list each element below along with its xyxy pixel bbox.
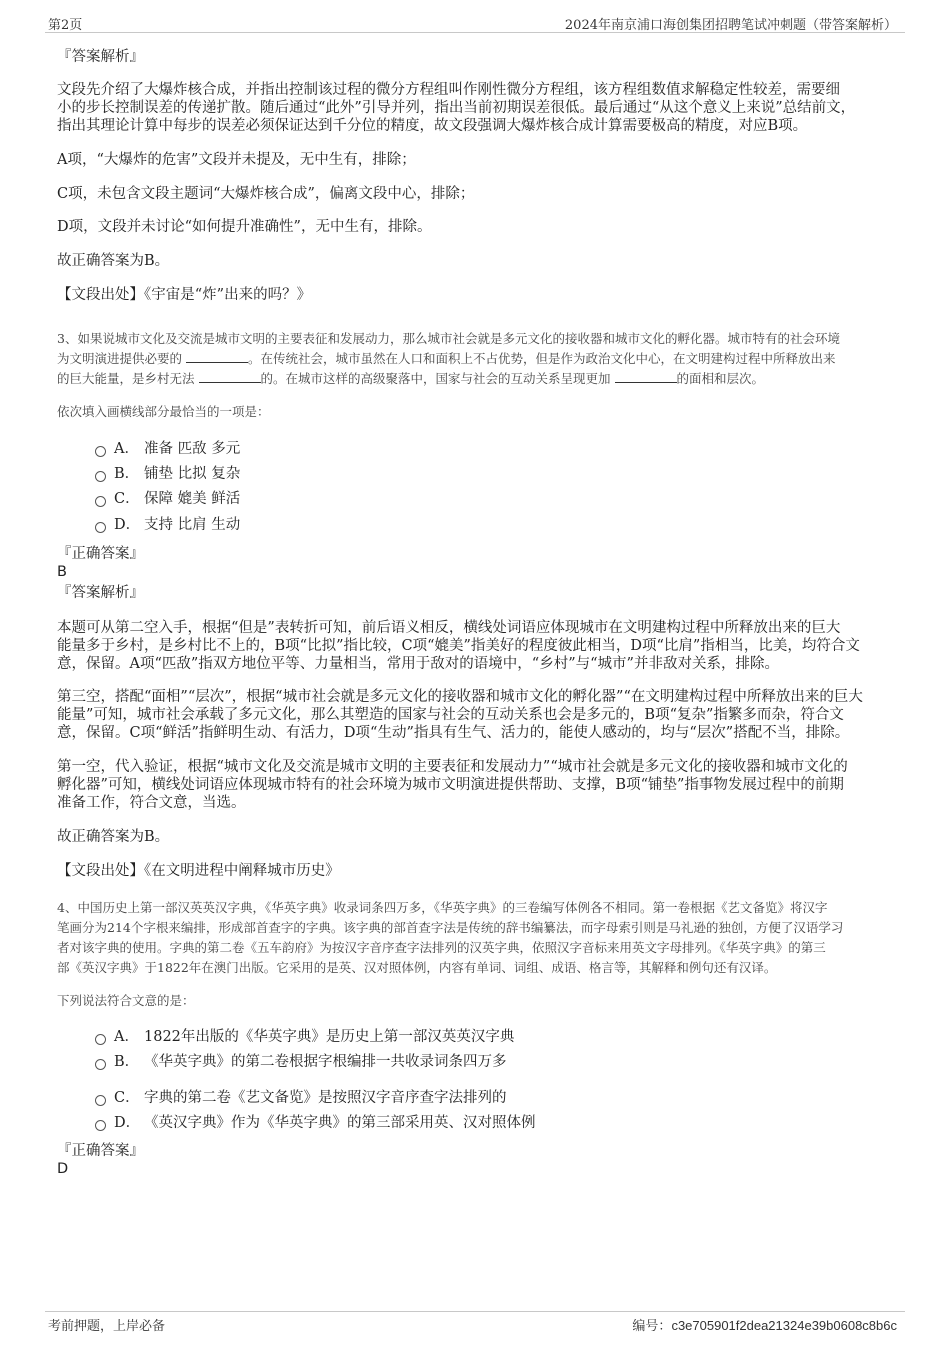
q4-option-b[interactable]: B． 《华英字典》的第二卷根据字根编排一共收录词条四万多 [95, 1053, 507, 1071]
radio-icon[interactable] [95, 471, 106, 482]
q3-analysis-p2-line-3: 意，保留。C项“鲜活”指鲜明生动、有活力，D项“生动”指具有生气、活力的，能使人感动的，均与“层次”搭配不当，排除。 [57, 725, 850, 741]
document-title: 2024年南京浦口海创集团招聘笔试冲刺题（带答案解析） [564, 18, 897, 33]
q3-source: 【文段出处】《在文明进程中阐释城市历史》 [57, 863, 340, 879]
q3-option-a[interactable]: A． 准备 匹敌 多元 [95, 440, 240, 458]
radio-icon[interactable] [95, 1059, 106, 1070]
q4-stem-line-4: 部《英汉字典》于1822年在澳门出版。它采用的是英、汉对照体例，内容有单词、词组、成语、格言等，其解释和例句还有汉译。 [57, 960, 777, 975]
q3-option-c[interactable]: C． 保障 媲美 鲜活 [95, 490, 240, 508]
radio-icon[interactable] [95, 446, 106, 457]
q4-option-d[interactable]: D． 《英汉字典》作为《华英字典》的第三部采用英、汉对照体例 [95, 1114, 536, 1132]
q2-analysis-label: 『答案解析』 [57, 49, 144, 65]
q3-analysis-p3-line-3: 准备工作，符合文意，当选。 [57, 795, 246, 811]
q2-option-c-note: C项，未包含文段主题词“大爆炸核合成”，偏离文段中心，排除； [57, 186, 475, 202]
q3-correct-label: 『正确答案』 [57, 546, 144, 562]
q4-stem-line-2: 笔画分为214个字根来编排，形成部首查字的字典。该字典的部首查字法是传统的辞书编纂法，而字母索引则是马礼逊的独创，方便了汉语学习 [57, 920, 844, 935]
q4-prompt: 下列说法符合文意的是： [57, 993, 195, 1008]
q2-conclusion: 故正确答案为B。 [57, 253, 170, 269]
fill-blank-1 [186, 350, 248, 363]
page-footer [45, 1311, 905, 1334]
document-code: 编号：c3e705901f2dea21324e39b0608c8b6c [632, 1318, 897, 1334]
q4-correct-answer: D [57, 1161, 69, 1177]
fill-blank-3 [615, 370, 677, 383]
q3-prompt: 依次填入画横线部分最恰当的一项是： [57, 404, 270, 419]
q4-correct-label: 『正确答案』 [57, 1143, 144, 1159]
q4-stem-line-3: 者对该字典的使用。字典的第二卷《五车韵府》为按汉字音序查字法排列的汉英字典，依照汉字音标来用英文字母排列。《华英字典》的第三 [57, 940, 826, 955]
radio-icon[interactable] [95, 1034, 106, 1045]
q3-analysis-p1-line-1: 本题可从第二空入手，根据“但是”表转折可知，前后语义相反，横线处词语应体现城市在文明建构过程中所释放出来的巨大 [57, 620, 841, 636]
q2-source: 【文段出处】《宇宙是“炸”出来的吗？》 [57, 287, 312, 303]
q3-analysis-p1-line-3: 意，保留。A项“匹敌”指双方地位平等、力量相当，常用于敌对的语境中，“乡村”与“城市”并非敌对关系，排除。 [57, 656, 779, 672]
q3-conclusion: 故正确答案为B。 [57, 829, 170, 845]
q4-stem-line-1: 4、中国历史上第一部汉英英汉字典，《华英字典》收录词条四万多，《华英字典》的三卷编写体例各不相同。第一卷根据《艺文备览》将汉字 [57, 900, 828, 915]
page-header [45, 14, 905, 33]
q4-option-a[interactable]: A． 1822年出版的《华英字典》是历史上第一部汉英英汉字典 [95, 1028, 514, 1046]
q3-correct-answer: B [57, 564, 67, 580]
q2-option-d-note: D项，文段并未讨论“如何提升准确性”，无中生有，排除。 [57, 219, 432, 235]
q3-analysis-p2-line-2: 能量”可知，城市社会承载了多元文化，那么其塑造的国家与社会的互动关系也会是多元的，B项“复杂”指繁多而杂，符合文 [57, 707, 844, 723]
q3-analysis-p3-line-2: 孵化器”可知，横线处词语应体现城市特有的社会环境为城市文明演进提供帮助、支撑，B项“铺垫”指事物发展过程中的前期 [57, 777, 844, 793]
q3-analysis-label: 『答案解析』 [57, 585, 144, 601]
radio-icon[interactable] [95, 496, 106, 507]
q3-analysis-p1-line-2: 能量多于乡村，是乡村比不上的，B项“比拟”指比较，C项“媲美”指美好的程度彼此相当，D项“比肩”指相当，比美，均符合文 [57, 638, 860, 654]
q2-analysis-line-1: 文段先介绍了大爆炸核合成，并指出控制该过程的微分方程组叫作刚性微分方程组，该方程组数值求解稳定性较差，需要细 [57, 82, 840, 98]
radio-icon[interactable] [95, 1095, 106, 1106]
q3-stem-line-1: 3、如果说城市文化及交流是城市文明的主要表征和发展动力，那么城市社会就是多元文化的接收器和城市文化的孵化器。城市特有的社会环境 [57, 331, 840, 346]
page-number: 第2页 [48, 18, 83, 33]
q3-analysis-p3-line-1: 第一空，代入验证，根据“城市文化及交流是城市文明的主要表征和发展动力”“城市社会就是多元文化的接收器和城市文化的 [57, 759, 848, 775]
q3-stem-line-2: 为文明演进提供必要的 。在传统社会，城市虽然在人口和面积上不占优势，但是作为政治文化中心，在文明建构过程中所释放出来 [57, 351, 836, 366]
q3-stem-line-3: 的巨大能量，是乡村无法 的。在城市这样的高级聚落中，国家与社会的互动关系呈现更加 的面相和层次。 [57, 371, 765, 386]
q3-analysis-p2-line-1: 第三空，搭配“面相”“层次”，根据“城市社会就是多元文化的接收器和城市文化的孵化器”“在文明建构过程中所释放出来的巨大 [57, 689, 863, 705]
q2-analysis-line-3: 指出其理论计算中每步的误差必须保证达到千分位的精度，故文段强调大爆炸核合成计算需要极高的精度，对应B项。 [57, 118, 808, 134]
q4-option-c[interactable]: C． 字典的第二卷《艺文备览》是按照汉字音序查字法排列的 [95, 1089, 507, 1107]
q3-option-b[interactable]: B． 铺垫 比拟 复杂 [95, 465, 240, 483]
q2-option-a-note: A项，“大爆炸的危害”文段并未提及，无中生有，排除； [57, 152, 416, 168]
q2-analysis-line-2: 小的步长控制误差的传递扩散。随后通过“此外”引导并列，指出当前初期误差很低。最后通过“从这个意义上来说”总结前文， [57, 100, 856, 116]
fill-blank-2 [199, 370, 261, 383]
radio-icon[interactable] [95, 522, 106, 533]
q3-option-d[interactable]: D． 支持 比肩 生动 [95, 516, 240, 534]
radio-icon[interactable] [95, 1120, 106, 1131]
footer-slogan: 考前押题，上岸必备 [48, 1319, 166, 1334]
